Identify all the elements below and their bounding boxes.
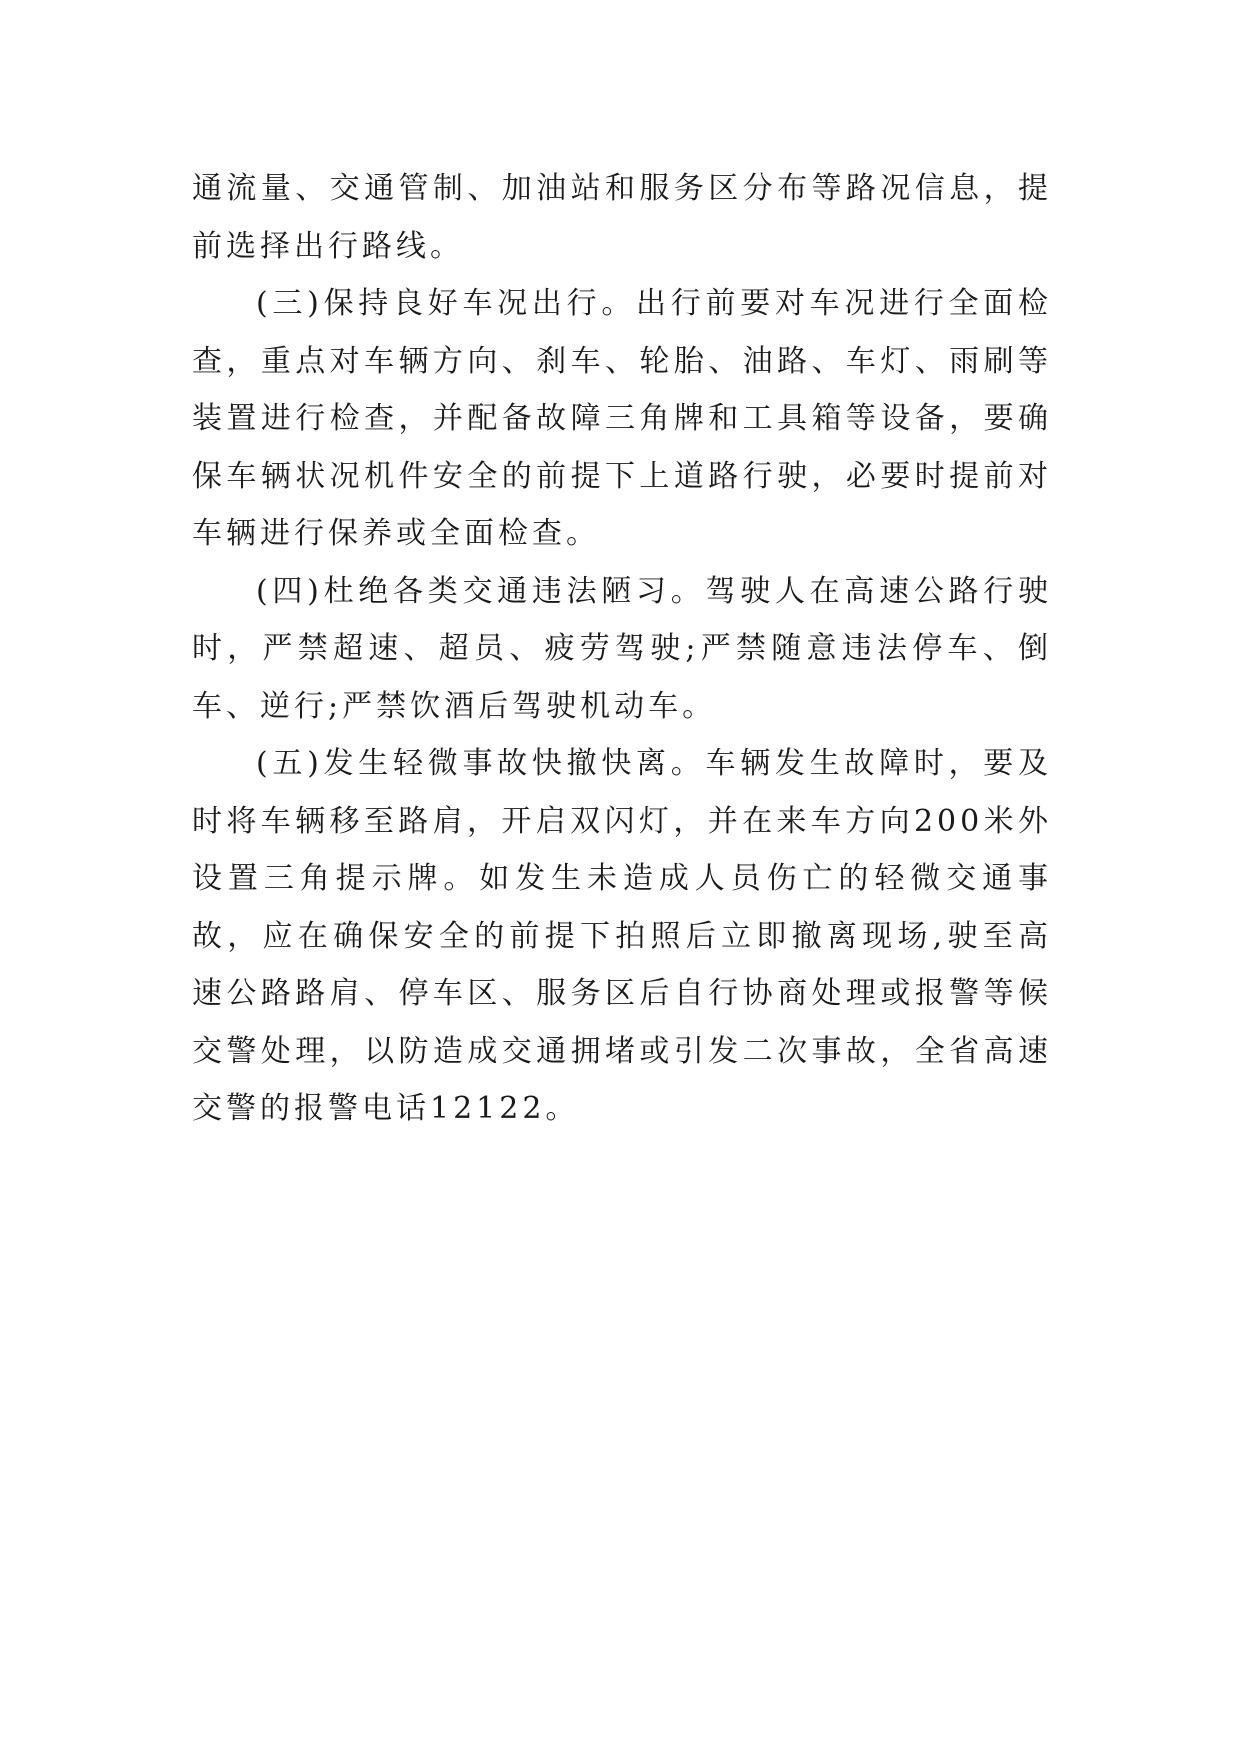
paragraph-minor-accidents: (五)发生轻微事故快撤快离。车辆发生故障时，要及时将车辆移至路肩，开启双闪灯，并在来车方向200米外设置三角提示牌。如发生未造成人员伤亡的轻微交通事故，应在确保安全的前提下拍照后立即撤离现场,驶至高速公路路肩、停车区、服务区后自行协商处理或报警等候交警处理，以防造成交通拥堵或引发二次事故，全省高速交警的报警电话12122。 [192,746,1052,1126]
paragraph-continuation: 通流量、交通管制、加油站和服务区分布等路况信息，提前选择出行路线。 [192,171,1052,264]
paragraph-traffic-violations: (四)杜绝各类交通违法陋习。驾驶人在高速公路行驶时，严禁超速、超员、疲劳驾驶;严禁随意违法停车、倒车、逆行;严禁饮酒后驾驶机动车。 [192,573,1052,724]
document-body [192,160,1052,1138]
paragraph-vehicle-condition: (三)保持良好车况出行。出行前要对车况进行全面检查，重点对车辆方向、刹车、轮胎、油路、车灯、雨刷等装置进行检查，并配备故障三角牌和工具箱等设备，要确保车辆状况机件安全的前提下上道路行驶，必要时提前对车辆进行保养或全面检查。 [192,286,1052,551]
